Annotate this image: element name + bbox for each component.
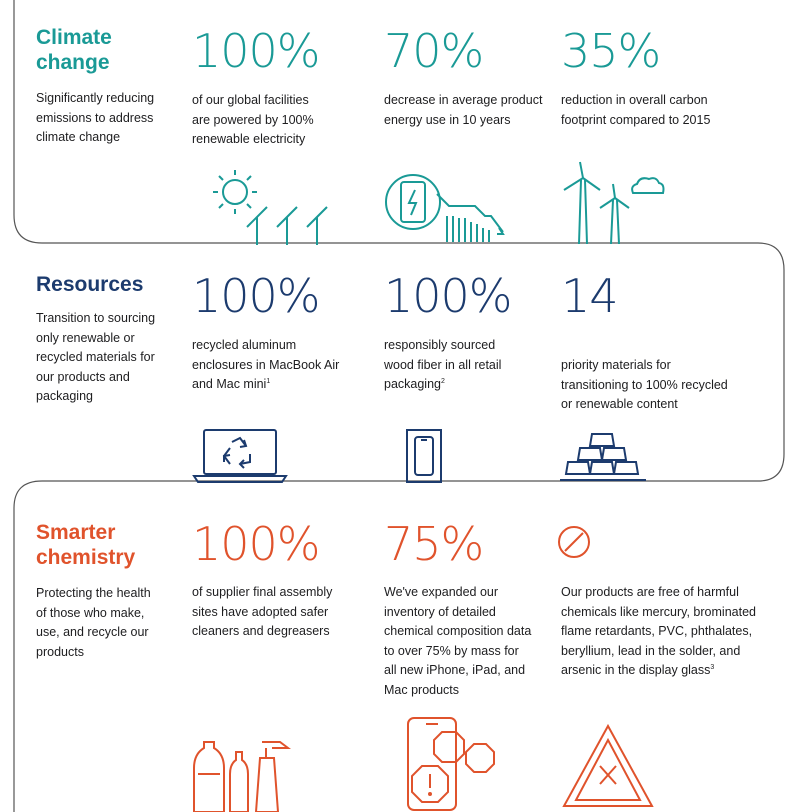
stat-description: We've expanded our inventory of detailed chemical composition data to over 75% by mass for all new iPhone, iPad, and Mac products: [384, 585, 532, 697]
stat-value: 35%: [561, 24, 661, 78]
stat-description: decrease in average product energy use in 10 years: [384, 93, 543, 127]
stat-description: recycled aluminum enclosures in MacBook Air and Mac mini$^1$: [192, 338, 340, 391]
stat-value: 100%: [192, 269, 320, 323]
stat-value: 100%: [384, 269, 512, 323]
laptop-recycle-icon: [192, 428, 288, 486]
stat-description: of our global facilities are powered by 100% renewable electricity: [192, 93, 314, 146]
prohibited-icon: [556, 524, 592, 560]
phone-energy-chart-icon: [385, 172, 510, 244]
stat-description: Our products are free of harmful chemicals like mercury, brominated flame retardants, PVC, phthalates, beryllium, lead in the solder, and arsenic in the display glass$^3$: [561, 585, 756, 677]
section-description-chemistry: Protecting the health of those who make, use, and recycle our products: [36, 586, 151, 659]
stat-description: reduction in overall carbon footprint compared to 2015: [561, 93, 711, 127]
section-description-climate: Significantly reducing emissions to address climate change: [36, 91, 155, 144]
stat-value: 100%: [192, 517, 320, 571]
section-title-climate: Climate change: [36, 26, 112, 74]
stat-value: 70%: [384, 24, 484, 78]
stacked-ingots-icon: [558, 430, 648, 484]
hazard-triangle-icon: [560, 722, 656, 812]
stat-value: 75%: [384, 517, 484, 571]
stat-description: priority materials for transitioning to 100% recycled or renewable content: [561, 358, 728, 411]
phone-octagons-icon: [402, 716, 502, 812]
cleaning-bottles-icon: [192, 738, 302, 812]
phone-box-icon: [405, 428, 445, 486]
sun-solar-panels-icon: [205, 165, 335, 247]
stat-value: 14: [561, 269, 618, 323]
stat-value: 100%: [192, 24, 320, 78]
wind-turbines-cloud-icon: [558, 160, 668, 246]
stat-description: responsibly sourced wood fiber in all retail packaging$^2$: [384, 338, 502, 391]
stat-description: of supplier final assembly sites have adopted safer cleaners and degreasers: [192, 585, 333, 638]
section-title-resources: Resources: [36, 273, 144, 296]
section-title-chemistry: Smarter chemistry: [36, 521, 136, 569]
section-description-resources: Transition to sourcing only renewable or recycled materials for our products and packaging: [36, 311, 156, 403]
